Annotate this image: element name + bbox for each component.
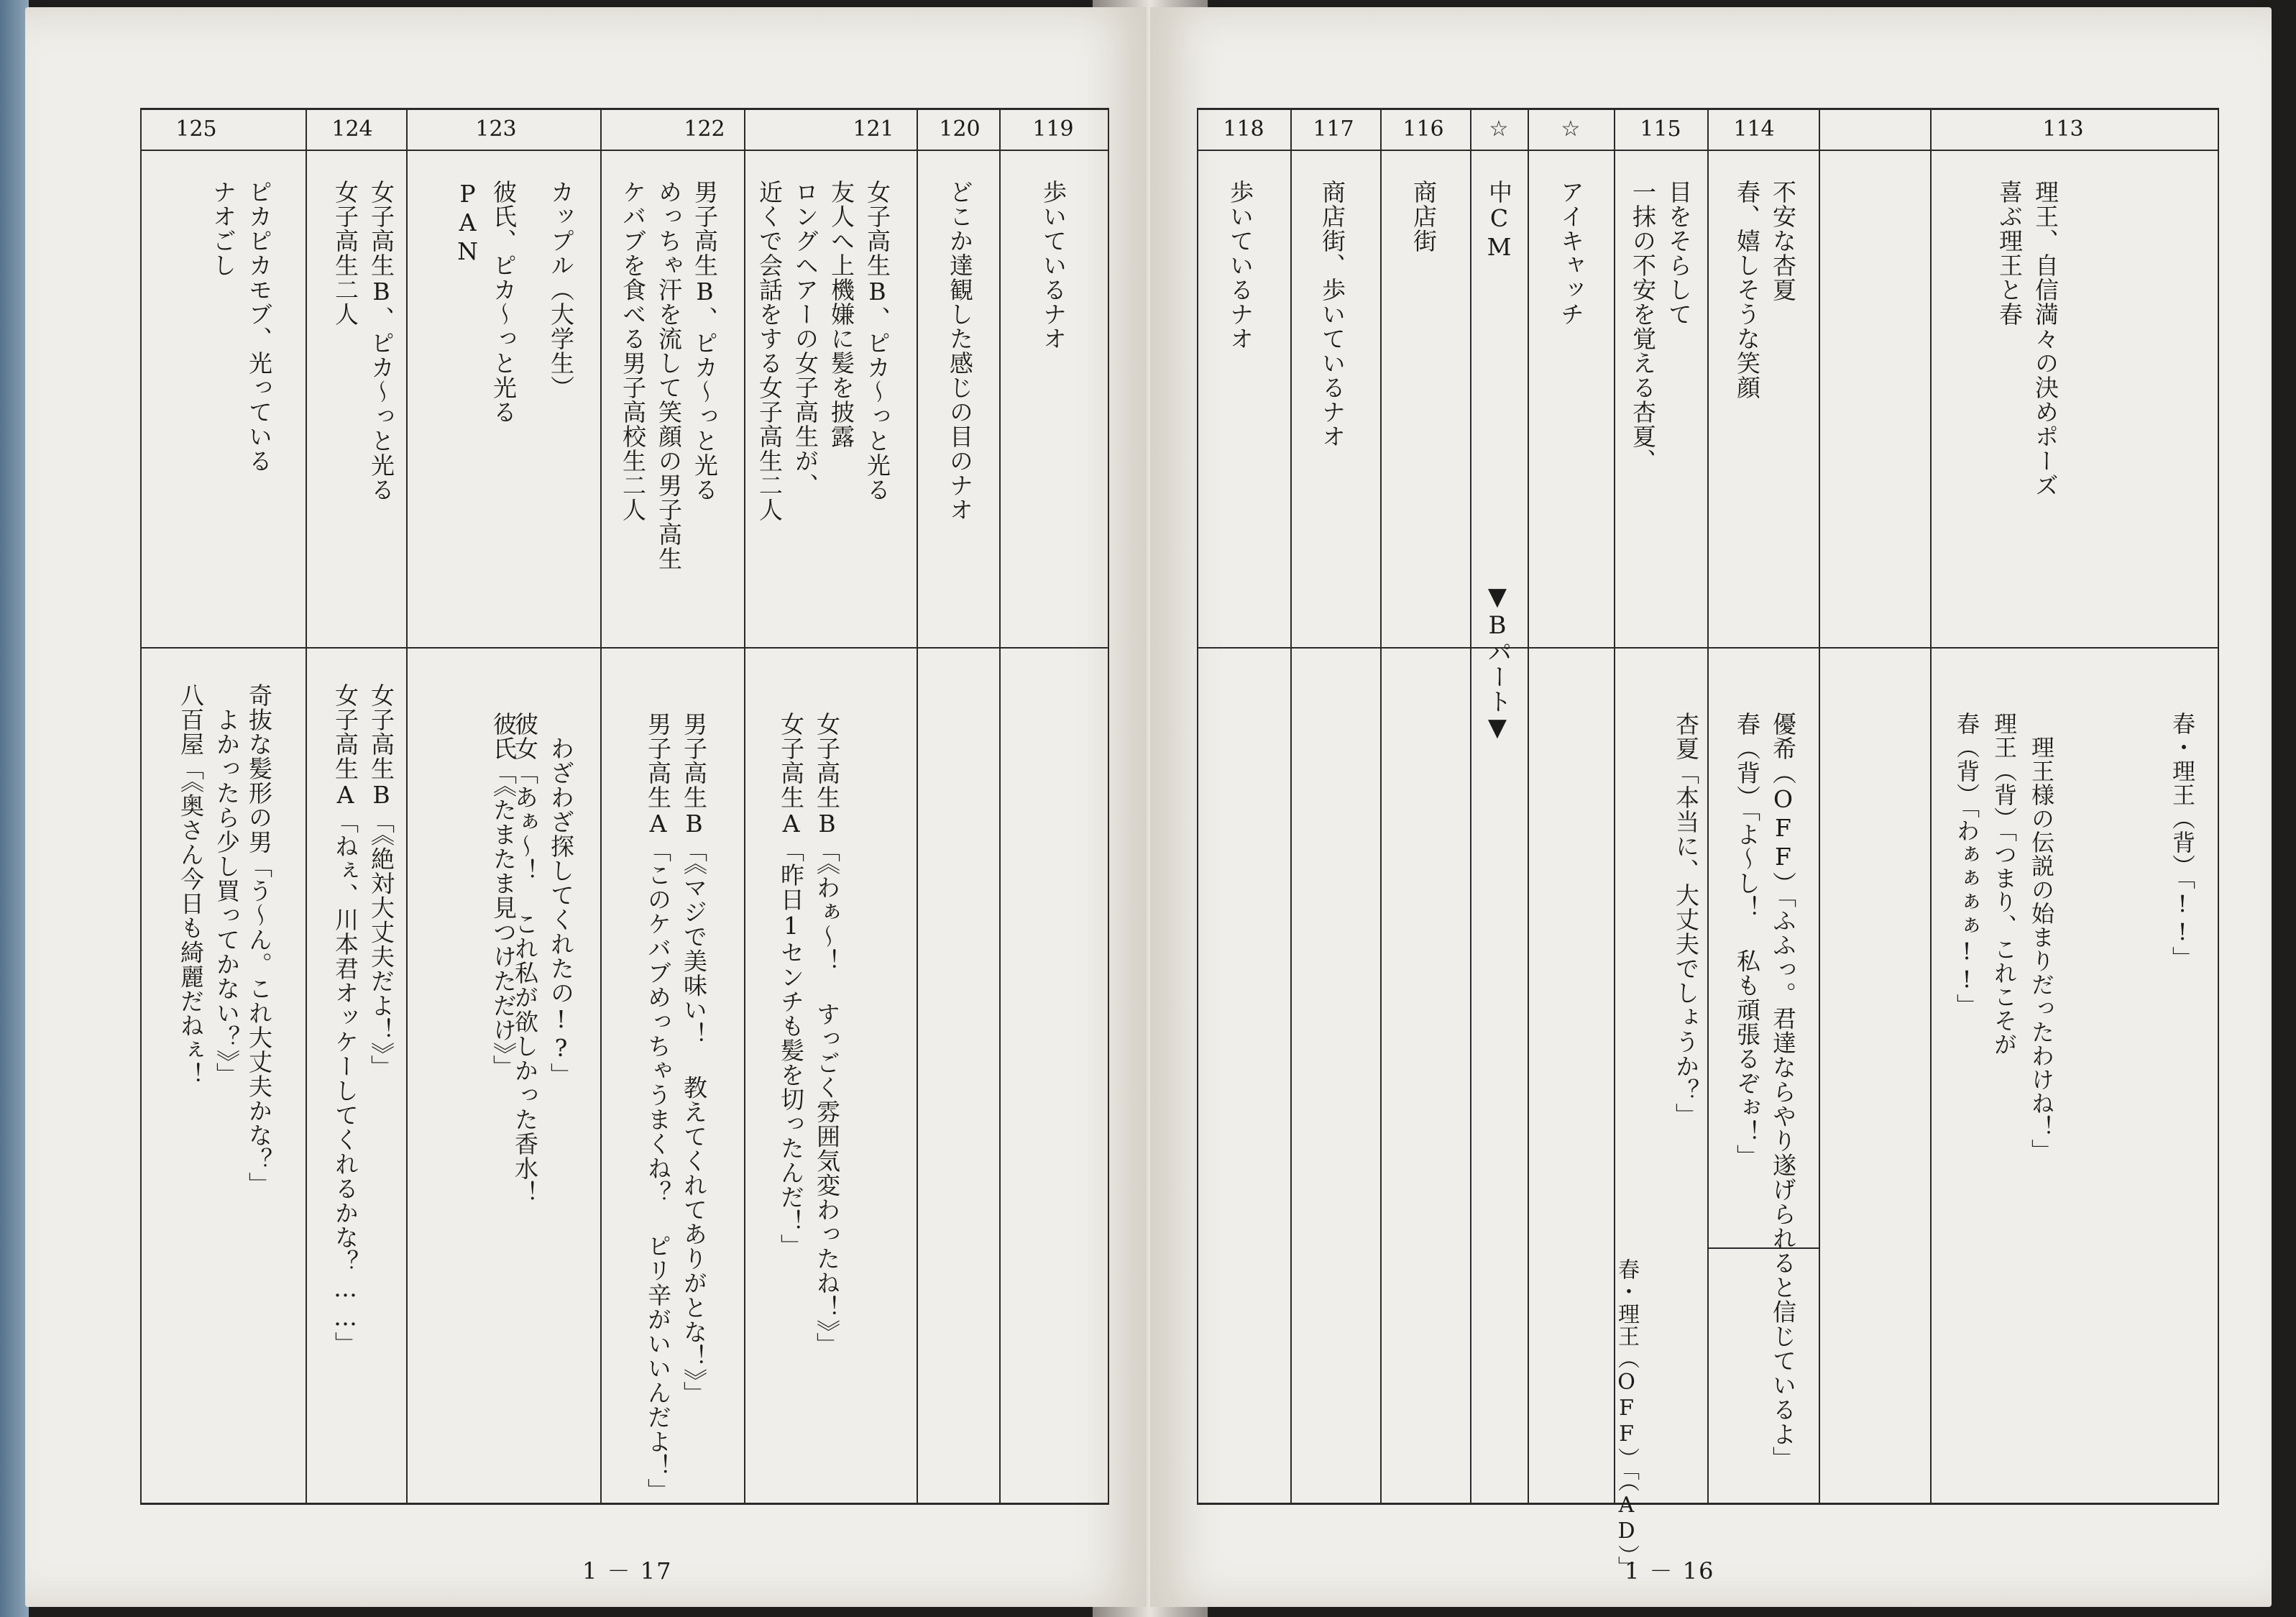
scene-line: 一抹の不安を覚える杏夏、 — [1629, 180, 1657, 473]
dialogue-line: 彼氏「《たまたま見つけただけ》」 — [490, 712, 518, 1079]
dialogue — [640, 712, 712, 1503]
scene-description — [1481, 180, 1517, 262]
scene-description — [1553, 180, 1589, 326]
scene-line: 商店街 — [1410, 180, 1438, 253]
dialogue-line: 彼女「あぁ～！ これ私が欲しかった香水！ — [511, 712, 539, 1205]
column-divider — [406, 108, 408, 1505]
column-divider — [1290, 108, 1292, 1505]
dialogue-line: 女子高生B「《わぁ～！ すっごく雰囲気変わったね！》」 — [813, 712, 841, 1357]
scene-line: 友人へ上機嫌に髪を披露 — [827, 180, 855, 449]
scene-description — [205, 180, 277, 473]
dialogue-line: 女子高生A「昨日1センチも髪を切ったんだ！」 — [777, 712, 805, 1258]
scene-description — [1991, 180, 2063, 498]
column-divider — [917, 108, 918, 1505]
scene-description — [1405, 180, 1441, 253]
scene-line: PAN — [454, 180, 482, 266]
page-number: 1 － 16 — [1625, 1557, 1715, 1585]
scene-line: 歩いているナオ — [1039, 180, 1067, 351]
scene-line: 理王、自信満々の決めポーズ — [2031, 180, 2059, 498]
page-number: 1 － 17 — [582, 1557, 673, 1585]
scene-line: めっちゃ汗を流して笑顔の男子高生 — [655, 180, 683, 571]
left-page — [25, 7, 1147, 1607]
dialogue — [1668, 712, 1704, 1127]
scene-line: 商店街、歩いているナオ — [1318, 180, 1346, 449]
dialogue-line: 男子高生A「このケバブめっちゃうまくね？ ピリ辛がいいんだよ！」 — [644, 712, 672, 1503]
dialogue — [507, 712, 579, 1205]
scene-line: 女子高生B、ピカ～っと光る — [367, 180, 395, 502]
scene-line: カップル（大学生） — [547, 180, 575, 400]
scene-number: 118 — [1223, 116, 1264, 142]
scene-line: 彼氏、ピカ～っと光る — [490, 180, 518, 424]
scene-description — [942, 180, 978, 522]
scene-line: ナオごし — [209, 180, 237, 278]
scene-line: 女子高生B、ピカ～っと光る — [863, 180, 891, 502]
b-part-marker: ▼Bパート▼ — [1483, 582, 1512, 742]
dialogue-line: 理王様の伝説の始まりだったわけね！」 — [2028, 712, 2055, 1163]
scene-line: ロングヘアーの女子高生が、 — [791, 180, 819, 498]
column-divider — [999, 108, 1001, 1505]
scene-line: 近くで会話をする女子高生二人 — [756, 180, 784, 522]
scene-line: どこか達観した感じの目のナオ — [946, 180, 974, 522]
scene-number: 124 — [331, 116, 373, 142]
scene-number: 113 — [2042, 116, 2084, 142]
dialogue-line: 春（背）「よ～し！ 私も頑張るぞぉ！」 — [1733, 712, 1761, 1169]
scene-line: 春、嬉しそうな笑顔 — [1733, 180, 1761, 400]
column-divider — [1108, 108, 1109, 1505]
column-divider — [140, 108, 142, 1505]
column-divider — [306, 108, 307, 1505]
scene-line: ピカピカモブ、光っている — [245, 180, 273, 473]
scene-number: 122 — [684, 116, 725, 142]
scene-line: 男子高生B、ピカ～っと光る — [691, 180, 719, 502]
dialogue — [173, 683, 244, 1087]
scene-number: 115 — [1640, 116, 1681, 142]
dialogue — [773, 712, 845, 1357]
dialogue-line: 女子高生B「《絶対大丈夫だよ！》」 — [367, 683, 395, 1079]
scene-number: 117 — [1313, 116, 1354, 142]
scene-line: 女子高生二人 — [331, 180, 359, 326]
scene-line: 中CM — [1485, 180, 1513, 262]
dialogue — [327, 683, 399, 1356]
top-rule — [140, 108, 1108, 110]
column-divider — [600, 108, 602, 1505]
scene-number: ☆ — [1489, 116, 1509, 142]
column-divider — [1707, 108, 1709, 1505]
dialogue — [1610, 1258, 1642, 1578]
dialogue-line: 春・理王（背）「!!」 — [2169, 712, 2196, 970]
dialogue — [2164, 712, 2201, 970]
dialogue-line: 八百屋「《奥さん今日も綺麗だねぇ！ — [177, 683, 205, 1087]
scene-line: ケバブを食べる男子高校生二人 — [619, 180, 647, 522]
dialogue-line: 優希（OFF）「ふふっ。君達ならやり遂げられると信じているよ」 — [1769, 712, 1797, 1471]
scene-line: 目をそらして — [1665, 180, 1693, 326]
scene-line: 歩いているナオ — [1226, 180, 1254, 351]
dialogue-line: 春・理王（OFF）「（AD）」 — [1614, 1258, 1639, 1578]
dialogue-line: 女子高生A「ねぇ、川本君オッケーしてくれるかな？……」 — [331, 683, 359, 1356]
dialogue — [1948, 712, 2060, 1163]
dialogue-line: 杏夏「本当に、大丈夫でしょうか？」 — [1672, 712, 1700, 1127]
scene-number: 114 — [1733, 116, 1775, 142]
scene-line: 喜ぶ理王と春 — [1996, 180, 2024, 326]
scene-description — [1222, 180, 1258, 351]
dialogue-line: 男子高生B「《マジで美味い！ 教えてくれてありがとな！》」 — [680, 712, 708, 1406]
scene-number: 123 — [475, 116, 517, 142]
scene-description — [615, 180, 722, 571]
scene-description — [1729, 180, 1801, 400]
book-edge — [0, 0, 29, 1617]
dialogue — [1729, 712, 1801, 1471]
scene-number: 120 — [939, 116, 981, 142]
column-divider — [1380, 108, 1382, 1505]
scene-description — [1314, 180, 1350, 449]
column-divider — [1930, 108, 1932, 1505]
column-divider — [2218, 108, 2219, 1505]
column-divider — [1528, 108, 1529, 1505]
scene-number: 125 — [175, 116, 217, 142]
scene-description — [327, 180, 399, 502]
column-divider — [1819, 108, 1820, 1505]
dialogue-line: 理王（背）「つまり、これこそが — [1990, 712, 2018, 1056]
column-divider — [1197, 108, 1198, 1505]
scene-number: ☆ — [1561, 116, 1581, 142]
dialogue-line: わざわざ探してくれたの!?」 — [547, 712, 575, 1087]
column-divider — [744, 108, 745, 1505]
scene-description — [543, 180, 579, 400]
dialogue-line: よかったら少し買ってかない？》」 — [213, 683, 241, 1087]
mid-rule — [140, 647, 1108, 649]
scene-line: アイキャッチ — [1557, 180, 1585, 326]
dialogue — [241, 683, 277, 1196]
scene-number: 121 — [853, 116, 894, 142]
header-rule — [140, 150, 1108, 151]
dialogue-line: 春（背）「わぁぁぁぁ!!」 — [1953, 712, 1980, 1017]
scene-number: 116 — [1402, 116, 1444, 142]
dialogue-line: 奇抜な髪形の男「う～ん。これ大丈夫かな？」 — [245, 683, 273, 1196]
scene-description — [449, 180, 521, 424]
bottom-rule — [140, 1503, 1108, 1505]
column-divider — [1470, 108, 1471, 1505]
scene-description — [1625, 180, 1696, 473]
scene-description — [751, 180, 895, 522]
right-page — [1150, 7, 2272, 1607]
scene-line: 不安な杏夏 — [1769, 180, 1797, 302]
scene-description — [1035, 180, 1071, 351]
scene-number: 119 — [1032, 116, 1074, 142]
